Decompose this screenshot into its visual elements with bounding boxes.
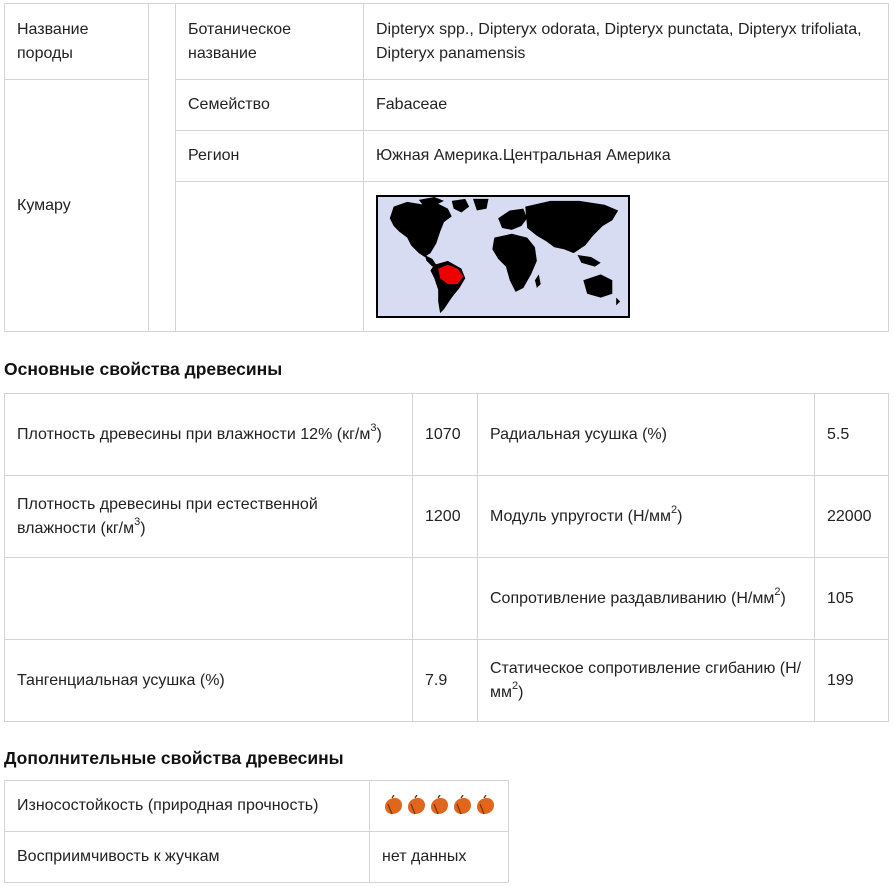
density-natural-value: 1200 <box>413 476 478 558</box>
crush-resistance-label: Сопротивление раздавливанию $(Н/мм^2)$ <box>478 558 815 640</box>
beetles-label: Восприимчивость к жучкам <box>5 832 370 883</box>
leaf-icon <box>382 795 404 817</box>
map-cell <box>364 182 889 332</box>
leaf-icon <box>474 795 496 817</box>
bending-strength-label: Статическое сопротивление сгибанию $(Н/мм^2)$ <box>478 640 815 722</box>
empty-cell <box>5 558 413 640</box>
tangential-shrinkage-value: 7.9 <box>413 640 478 722</box>
empty-label-cell <box>176 182 364 332</box>
leaf-rating <box>382 795 496 817</box>
species-info-table <box>4 3 889 332</box>
basic-properties-table <box>4 393 889 722</box>
species-name-header: Название породы <box>5 4 149 80</box>
additional-properties-heading: Дополнительные свойства древесины <box>4 748 344 768</box>
region-value: Южная Америка.Центральная Америка <box>364 131 889 182</box>
region-label: Регион <box>176 131 364 182</box>
botanical-name-value: Dipteryx spp., Dipteryx odorata, Dipteryx punctata, Dipteryx trifoliata, Dipteryx panamensis <box>364 4 889 80</box>
family-label: Семейство <box>176 80 364 131</box>
additional-properties-table <box>4 780 509 883</box>
beetles-value: нет данных <box>370 832 509 883</box>
durability-label: Износостойкость (природная прочность) <box>5 781 370 832</box>
leaf-icon <box>405 795 427 817</box>
radial-shrinkage-label: Радиальная усушка (%) <box>478 394 815 476</box>
world-map <box>376 195 630 318</box>
leaf-icon <box>428 795 450 817</box>
density-12-value: 1070 <box>413 394 478 476</box>
density-natural-label: Плотность древесины при естественной влажности $(кг/м^3)$ <box>5 476 413 558</box>
radial-shrinkage-value: 5.5 <box>815 394 889 476</box>
empty-cell <box>413 558 478 640</box>
family-value: Fabaceae <box>364 80 889 131</box>
botanical-name-label: Ботаническое название <box>176 4 364 80</box>
spacer-cell <box>149 4 176 332</box>
modulus-value: 22000 <box>815 476 889 558</box>
crush-resistance-value: 105 <box>815 558 889 640</box>
species-name-value: Кумару <box>5 80 149 332</box>
modulus-label: Модуль упругости $(Н/мм^2)$ <box>478 476 815 558</box>
durability-rating <box>370 781 509 832</box>
tangential-shrinkage-label: Тангенциальная усушка (%) <box>5 640 413 722</box>
leaf-icon <box>451 795 473 817</box>
basic-properties-heading: Основные свойства древесины <box>4 359 283 379</box>
density-12-label: Плотность древесины при влажности 12% $(кг/м^3)$ <box>5 394 413 476</box>
bending-strength-value: 199 <box>815 640 889 722</box>
